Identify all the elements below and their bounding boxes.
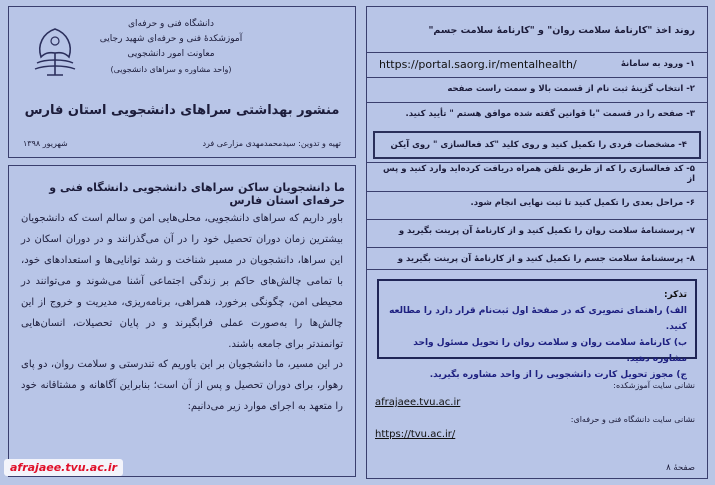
procedure-panel — [366, 6, 708, 479]
date-text: شهریور ۱۳۹۸ — [23, 139, 68, 148]
note-c: ج) مجوز تحویل کارت دانشجویی را از واحد مشاوره بگیرید. — [429, 370, 687, 380]
procedure-title: روند اخذ "کارنامهٔ سلامت روان" و "کارنامهٔ سلامت جسم" — [428, 25, 695, 36]
meta-row — [23, 139, 341, 148]
paragraph-2: در این مسیر، ما دانشجویان بر این باوریم که تندرستی و سلامت روان، دو پای رهوار، برای دوران تحصیل و پس از آن است؛ بنابراین آگاهانه و مشتاقانه خود را متعهد به اجرای موارد زیر می‌دانیم: — [21, 359, 343, 412]
university-block — [71, 17, 271, 77]
unit-name: (واحد مشاوره و سراهای دانشجویی) — [110, 65, 232, 74]
portal-link[interactable]: https://portal.saorg.ir/mentalhealth/ — [379, 57, 577, 71]
note-b: ب) کارنامهٔ سلامت روان و سلامت روان را تحویل مسئول واحد مشاوره دهید. — [413, 338, 687, 364]
step-7: ۷- پرسشنامهٔ سلامت روان را تکمیل کنید و از کارنامهٔ آن پرینت بگیرید و — [367, 219, 707, 242]
charter-body-panel — [8, 165, 356, 477]
university-name: دانشگاه فنی و حرفه‌ای — [127, 19, 215, 29]
college-site-label: نشانی سایت آموزشکده: — [613, 381, 695, 390]
step-8: ۸- پرسشنامهٔ سلامت جسم را تکمیل کنید و از کارنامهٔ آن پرینت بگیرید و — [367, 247, 707, 270]
step-5: ۵- کد فعالسازی را که از طریق تلفن همراه دریافت کرده‌اید وارد کنید و پس از — [367, 162, 707, 185]
step-1-label: ۱- ورود به سامانهٔ — [620, 59, 695, 69]
university-site-label: نشانی سایت دانشگاه فنی و حرفه‌ای: — [570, 415, 695, 424]
note-a: الف) راهنمای تصویری که در صفحهٔ اول ثبت‌نام قرار دارد را مطالعه کنید. — [389, 306, 687, 332]
step-2: ۲- انتخاب گزینهٔ ثبت نام از قسمت بالا و سمت راست صفحه — [367, 77, 707, 100]
page-number: صفحهٔ ۸ — [666, 463, 695, 473]
author-text: تهیه و تدوین: سیدمحمدمهدی مزارعی فرد — [202, 139, 341, 148]
step-3: ۳- صفحه را در قسمت "با قوانین گفته شده موافق هستم " تأیید کنید. — [367, 102, 707, 125]
step-1 — [367, 52, 707, 75]
charter-heading: ما دانشجویان ساکن سراهای دانشجویی دانشگاه فنی و حرفه‌ای استان فارس — [49, 181, 345, 207]
header-panel — [8, 6, 356, 158]
deputy-name: معاونت امور دانشجویی — [127, 49, 215, 59]
university-site-link[interactable]: https://tvu.ac.ir/ — [375, 429, 456, 440]
site-watermark[interactable]: afrajaee.tvu.ac.ir — [4, 459, 123, 476]
college-name: آموزشکدهٔ فنی و حرفه‌ای شهید رجایی — [99, 34, 243, 44]
paragraph-1: باور داریم که سراهای دانشجویی، محلی‌هایی امن و سالم است که دانشجویان بیشترین زمان دوران تحصیل خود را در آن می‌گذرانند و در دوران اسکان در این سراها، دانشجویان در مسیر شناخت و رشد توانایی‌ها و استعدادهای خود، با تمامی چالش‌های حاکم بر زندگی اجتماعی آشنا می‌شوند و می‌توانند در محیطی امن، چگونگی برخورد، همراهی، برنامه‌ریزی، مدیریت و خروج از این چالش‌ها را به‌صورت عملی فرابگیرند و در پایان تحصیلات، انسان‌هایی توانمندتر برای جامعه باشند. — [21, 213, 343, 350]
college-site-link[interactable]: afrajaee.tvu.ac.ir — [375, 397, 461, 408]
step-4: ۴- مشخصات فردی را تکمیل کنید و روی کلید "کد فعالسازی " روی آیکن — [373, 131, 701, 159]
manshur-title: منشور بهداشتی سراهای دانشجویی استان فارس — [24, 103, 340, 118]
step-6: ۶- مراحل بعدی را تکمیل کنید تا ثبت نهایی انجام شود. — [367, 191, 707, 214]
note-box — [377, 279, 697, 380]
note-title: تذکر: — [663, 290, 687, 300]
